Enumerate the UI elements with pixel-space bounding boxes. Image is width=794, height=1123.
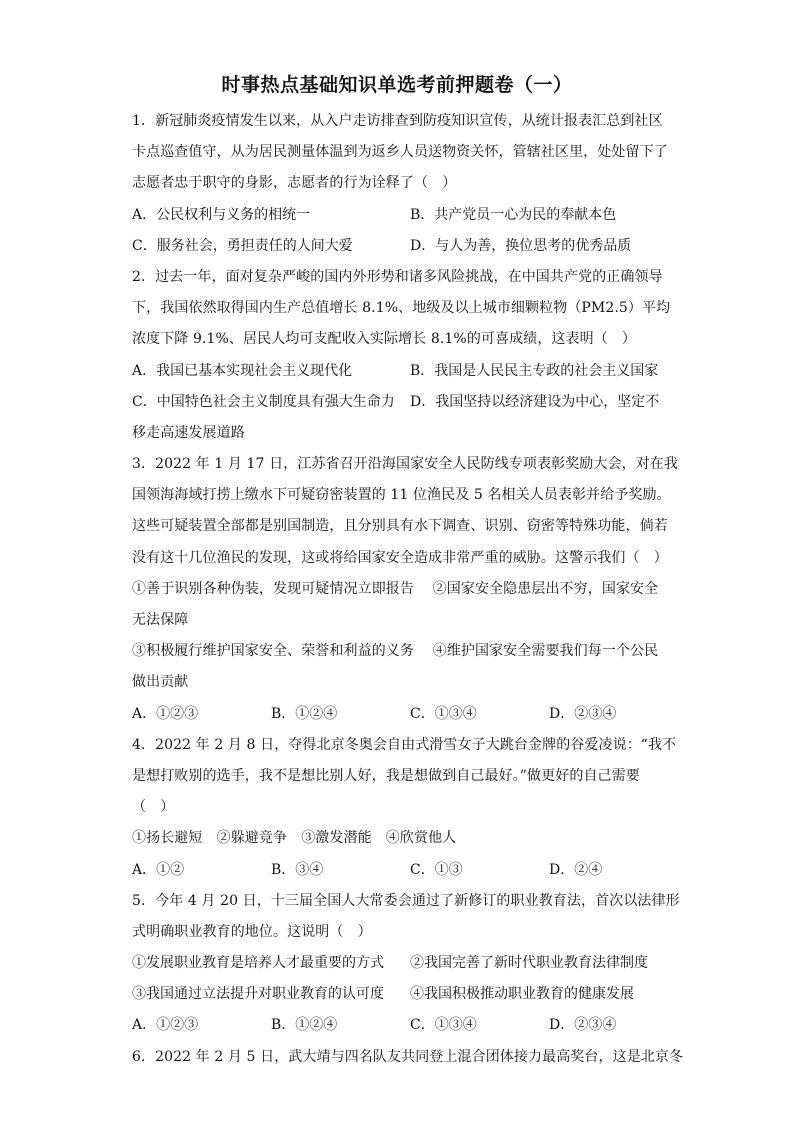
statement-line: 做出贡献: [132, 674, 189, 691]
statement-line: ③积极履行维护国家安全、荣誉和利益的义务 ④维护国家安全需要我们每一个公民: [132, 643, 659, 660]
option-a[interactable]: A．我国已基本实现社会主义现代化: [132, 362, 353, 379]
option-a[interactable]: A．公民权利与义务的相统一: [132, 206, 311, 223]
question-text: 式明确职业教育的地位。这说明（ ）: [132, 923, 372, 940]
question-text: 5．今年 4 月 20 日，十三届全国人大常委会通过了新修订的职业教育法，首次以法律形: [132, 892, 680, 909]
option-row: [132, 387, 662, 418]
question-text: 6．2022 年 2 月 5 日，武大靖与四名队友共同登上混合团体接力最高奖台，这是北京冬: [132, 1048, 684, 1065]
option-row: [132, 1010, 662, 1041]
option-c[interactable]: C．中国特色社会主义制度具有强大生命力: [132, 393, 395, 410]
question-text: 3．2022 年 1 月 17 日，江苏省召开沿海国家安全人民防线专项表彰奖励大会，对在我: [132, 456, 679, 473]
statement-1: ①发展职业教育是培养人才最重要的方式: [132, 955, 384, 972]
question-text: 下，我国依然取得国内生产总值增长 8.1%、地级及以上城市细颗粒物（PM2.5）平均: [132, 300, 671, 317]
option-a[interactable]: A．①②③: [132, 705, 199, 722]
option-d[interactable]: D．与人为善，换位思考的优秀品质: [410, 237, 632, 254]
question-text: 是想打败别的选手，我不是想比别人好，我是想做到自己最好。”做更好的自己需要: [132, 767, 640, 784]
statement-line: 无法保障: [132, 612, 189, 628]
option-b[interactable]: B．③④: [271, 861, 324, 878]
question-text: 国领海海域打捞上缴水下可疑窃密装置的 11 位渔民及 5 名相关人员表彰并给予奖励。: [132, 487, 671, 504]
option-a[interactable]: A．①②: [132, 861, 185, 878]
option-c[interactable]: C．①③④: [410, 1017, 477, 1034]
option-row: [132, 231, 662, 262]
option-row: [132, 855, 662, 886]
question-5: [132, 886, 680, 1042]
statement-row: [132, 948, 662, 979]
option-d[interactable]: D．②③④: [549, 1017, 617, 1034]
option-b[interactable]: B．共产党员一心为民的奉献本色: [410, 206, 617, 223]
option-c[interactable]: C．服务社会，勇担责任的人间大爱: [132, 237, 353, 254]
option-row: [132, 699, 662, 730]
option-a[interactable]: A．①②③: [132, 1017, 199, 1034]
question-text: 没有这十几位渔民的发现，这或将给国家安全造成非常严重的威胁。这警示我们（ ）: [132, 549, 668, 566]
option-c[interactable]: C．①③: [410, 861, 463, 878]
question-text: 1．新冠肺炎疫情发生以来，从入户走访排查到防疫知识宣传，从统计报表汇总到社区: [132, 113, 663, 129]
statement-row: [132, 979, 662, 1010]
question-6: [132, 1042, 684, 1073]
question-3: [132, 449, 679, 730]
question-4: [132, 730, 677, 886]
option-b[interactable]: B．①②④: [271, 705, 338, 722]
statement-line: ①扬长避短 ②躲避竞争 ③激发潜能 ④欣赏他人: [132, 830, 457, 847]
option-row: [132, 356, 662, 387]
option-b[interactable]: B．①②④: [271, 1017, 338, 1034]
question-text: 浓度下降 9.1%、居民人均可支配收入实际增长 8.1%的可喜成绩，这表明（ ）: [132, 331, 637, 348]
option-d[interactable]: D．我国坚持以经济建设为中心，坚定不: [410, 393, 660, 410]
question-text: 卡点巡查值守，从为居民测量体温到为返乡人员送物资关怀，管辖社区里，处处留下了: [132, 144, 668, 161]
question-1: [132, 106, 668, 262]
statement-line: ①善于识别各种伪装，发现可疑情况立即报告 ②国家安全隐患层出不穷，国家安全: [132, 580, 659, 597]
option-c[interactable]: C．①③④: [410, 705, 477, 722]
question-2: [132, 262, 671, 449]
question-list: [132, 106, 684, 1073]
question-text: 志愿者忠于职守的身影，志愿者的行为诠释了（ ）: [132, 175, 457, 192]
option-row: [132, 200, 662, 231]
statement-3: ③我国通过立法提升对职业教育的认可度: [132, 986, 384, 1003]
option-b[interactable]: B．我国是人民民主专政的社会主义国家: [410, 362, 659, 379]
option-d[interactable]: D．②③④: [549, 705, 617, 722]
statement-4: ④我国积极推动职业教育的健康发展: [410, 986, 634, 1003]
question-text: （ ）: [132, 799, 175, 816]
statement-2: ②我国完善了新时代职业教育法律制度: [410, 955, 648, 972]
option-d-continuation: 移走高速发展道路: [132, 424, 245, 441]
question-text: 4．2022 年 2 月 8 日，夺得北京冬奥会自由式滑雪女子大跳台金牌的谷爱凌说：“我不: [132, 736, 677, 753]
question-text: 2．过去一年，面对复杂严峻的国内外形势和诸多风险挑战，在中国共产党的正确领导: [132, 268, 663, 285]
question-text: 这些可疑装置全部都是别国制造，且分别具有水下调查、识别、窃密等特殊功能，倘若: [132, 518, 668, 535]
page-title: 时事热点基础知识单选考前押题卷（一）: [221, 74, 573, 96]
option-d[interactable]: D．②④: [549, 861, 603, 878]
